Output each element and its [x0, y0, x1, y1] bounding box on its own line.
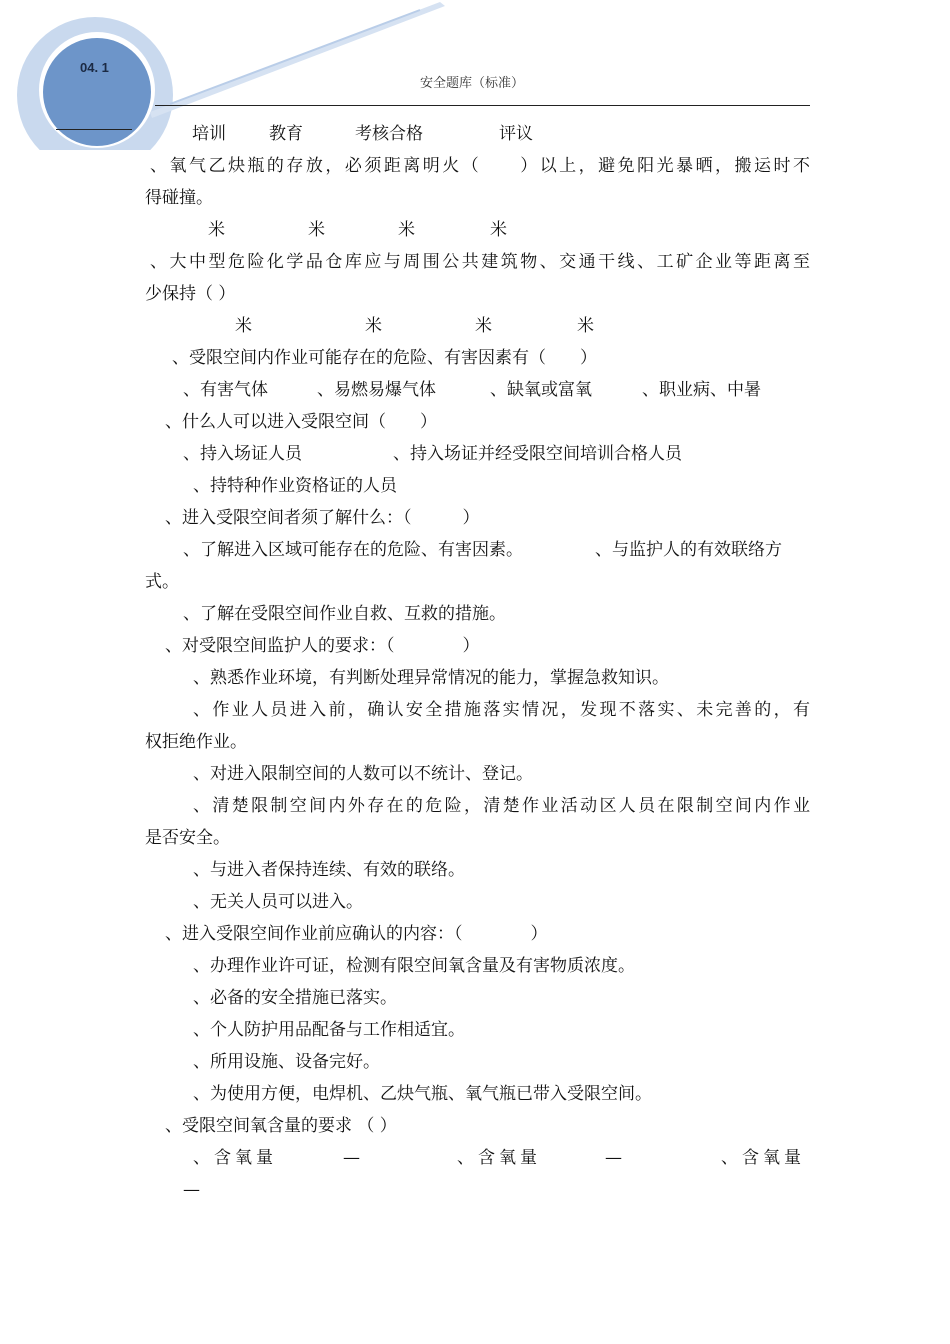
option-item: 米 — [308, 220, 325, 240]
option-item: 、为使用方便，电焊机、乙炔气瓶、氧气瓶已带入受限空间。 — [193, 1084, 652, 1104]
option-line — [145, 598, 810, 630]
question-text — [145, 182, 810, 214]
question-text — [145, 1110, 810, 1142]
option-line — [145, 822, 810, 854]
option-item: 、持入场证人员 — [183, 444, 302, 464]
category-item: 教育 — [269, 124, 303, 144]
option-item: 、与监护人的有效联络方 — [595, 540, 782, 560]
short-rule — [56, 129, 132, 130]
option-line — [145, 470, 810, 502]
swoosh-shape — [150, 2, 445, 118]
option-line — [145, 1174, 810, 1206]
option-dash: — — [183, 1180, 200, 1200]
question-text-cont: 少保持（ ） — [145, 284, 236, 304]
category-line — [145, 118, 810, 150]
option-line — [145, 566, 810, 598]
category-item: 培训 — [192, 124, 226, 144]
option-item: 、办理作业许可证，检测有限空间氧含量及有害物质浓度。 — [193, 956, 635, 976]
option-item: 、所用设施、设备完好。 — [193, 1052, 380, 1072]
option-item: 、持入场证并经受限空间培训合格人员 — [393, 444, 682, 464]
question-text — [145, 342, 810, 374]
option-line — [145, 534, 810, 566]
option-line: 、作业人员进入前，确认安全措施落实情况，发现不落实、未完善的，有 — [193, 700, 810, 720]
option-line — [145, 374, 810, 406]
option-line — [145, 1046, 810, 1078]
option-item: 、持特种作业资格证的人员 — [193, 476, 397, 496]
option-item: 、无关人员可以进入。 — [193, 892, 363, 912]
option-item: 、个人防护用品配备与工作相适宜。 — [193, 1020, 465, 1040]
option-line — [145, 214, 810, 246]
option-item-cont: 权拒绝作业。 — [145, 732, 247, 752]
question-text: 、大中型危险化学品仓库应与周围公共建筑物、交通干线、工矿企业等距离至 — [150, 252, 810, 272]
question-text-line: 、进入受限空间者须了解什么：（ ） — [165, 508, 480, 528]
option-item: 米 — [577, 316, 594, 336]
option-item-cont: 是否安全。 — [145, 828, 230, 848]
option-item: 米 — [475, 316, 492, 336]
question-text-line: 、什么人可以进入受限空间（ ） — [165, 412, 437, 432]
option-line — [145, 1078, 810, 1110]
option-line — [145, 950, 810, 982]
option-line: 、清楚限制空间内外存在的危险，清楚作业活动区人员在限制空间内作业 — [193, 796, 810, 816]
option-item: 、有害气体 — [183, 380, 268, 400]
option-dash: — — [343, 1148, 364, 1168]
question-text — [145, 502, 810, 534]
question-text — [145, 918, 810, 950]
category-item: 考核合格 — [355, 124, 423, 144]
question-text — [145, 406, 810, 438]
question-text-line: 、进入受限空间作业前应确认的内容：（ ） — [165, 924, 548, 944]
swoosh-line-shape — [170, 10, 420, 104]
option-item: 、与进入者保持连续、有效的联络。 — [193, 860, 465, 880]
option-item: 米 — [365, 316, 382, 336]
option-item: 米 — [490, 220, 507, 240]
option-line — [145, 662, 810, 694]
date-badge: 04. 1 — [80, 60, 109, 75]
option-line — [145, 1014, 810, 1046]
question-text — [145, 278, 810, 310]
option-item-cont: 式。 — [145, 572, 179, 592]
document-body — [145, 118, 810, 1206]
option-line — [145, 982, 810, 1014]
option-line — [145, 310, 810, 342]
option-dash: — — [605, 1148, 626, 1168]
option-line — [145, 886, 810, 918]
option-line — [145, 758, 810, 790]
option-item: 米 — [235, 316, 252, 336]
option-item: 、必备的安全措施已落实。 — [193, 988, 397, 1008]
header-rule — [155, 105, 810, 106]
option-item: 、含氧量 — [721, 1148, 805, 1168]
category-item: 评议 — [499, 124, 533, 144]
option-item: 、易燃易爆气体 — [317, 380, 436, 400]
header-title: 安全题库（标准） — [420, 76, 525, 91]
option-item: 米 — [398, 220, 415, 240]
option-line — [145, 854, 810, 886]
option-line — [145, 438, 810, 470]
option-line — [145, 1142, 810, 1174]
option-item: 、了解进入区域可能存在的危险、有害因素。 — [183, 540, 523, 560]
question-text-cont: 得碰撞。 — [145, 188, 213, 208]
question-text-line: 、对受限空间监护人的要求：（ ） — [165, 636, 480, 656]
option-item: 、缺氧或富氧 — [490, 380, 592, 400]
option-item: 、含氧量 — [193, 1148, 277, 1168]
option-item: 、对进入限制空间的人数可以不统计、登记。 — [193, 764, 533, 784]
option-item: 、含氧量 — [457, 1148, 541, 1168]
option-line — [145, 726, 810, 758]
option-item: 、职业病、中暑 — [642, 380, 761, 400]
question-text-line: 、受限空间内作业可能存在的危险、有害因素有（ ） — [172, 348, 597, 368]
question-text: 、氧气乙炔瓶的存放，必须距离明火（ ）以上，避免阳光暴晒，搬运时不 — [150, 156, 810, 176]
option-item: 、熟悉作业环境，有判断处理异常情况的能力，掌握急救知识。 — [193, 668, 669, 688]
option-item: 、了解在受限空间作业自救、互救的措施。 — [183, 604, 506, 624]
question-text — [145, 630, 810, 662]
option-item: 米 — [208, 220, 225, 240]
question-text-line: 、受限空间氧含量的要求 （ ） — [165, 1116, 397, 1136]
